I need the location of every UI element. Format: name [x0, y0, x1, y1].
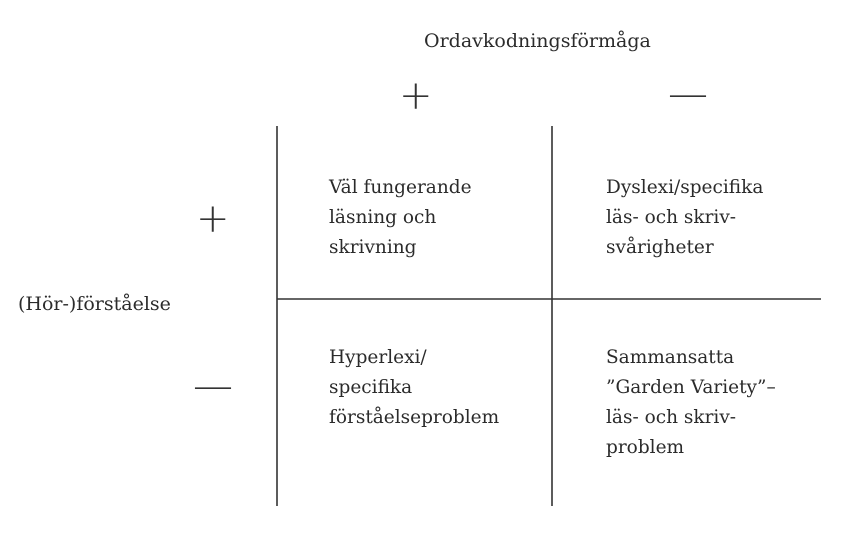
- y-axis-plus-sign: +: [196, 196, 230, 242]
- x-axis-plus-sign: +: [399, 73, 433, 119]
- cell-bottom-right: Sammansatta ”Garden Variety”– läs- och skriv- problem: [606, 347, 776, 458]
- y-axis-title: (Hör-)förståelse: [18, 293, 171, 315]
- y-axis-minus-sign: —: [193, 363, 233, 409]
- x-axis-title: Ordavkodningsförmåga: [424, 30, 651, 52]
- cell-top-right: Dyslexi/specifika läs- och skriv- svårigheter: [606, 177, 764, 258]
- cell-bottom-left: Hyperlexi/ specifika förståelseproblem: [329, 347, 500, 428]
- cell-top-left: Väl fungerande läsning och skrivning: [329, 177, 472, 258]
- x-axis-minus-sign: —: [668, 71, 708, 117]
